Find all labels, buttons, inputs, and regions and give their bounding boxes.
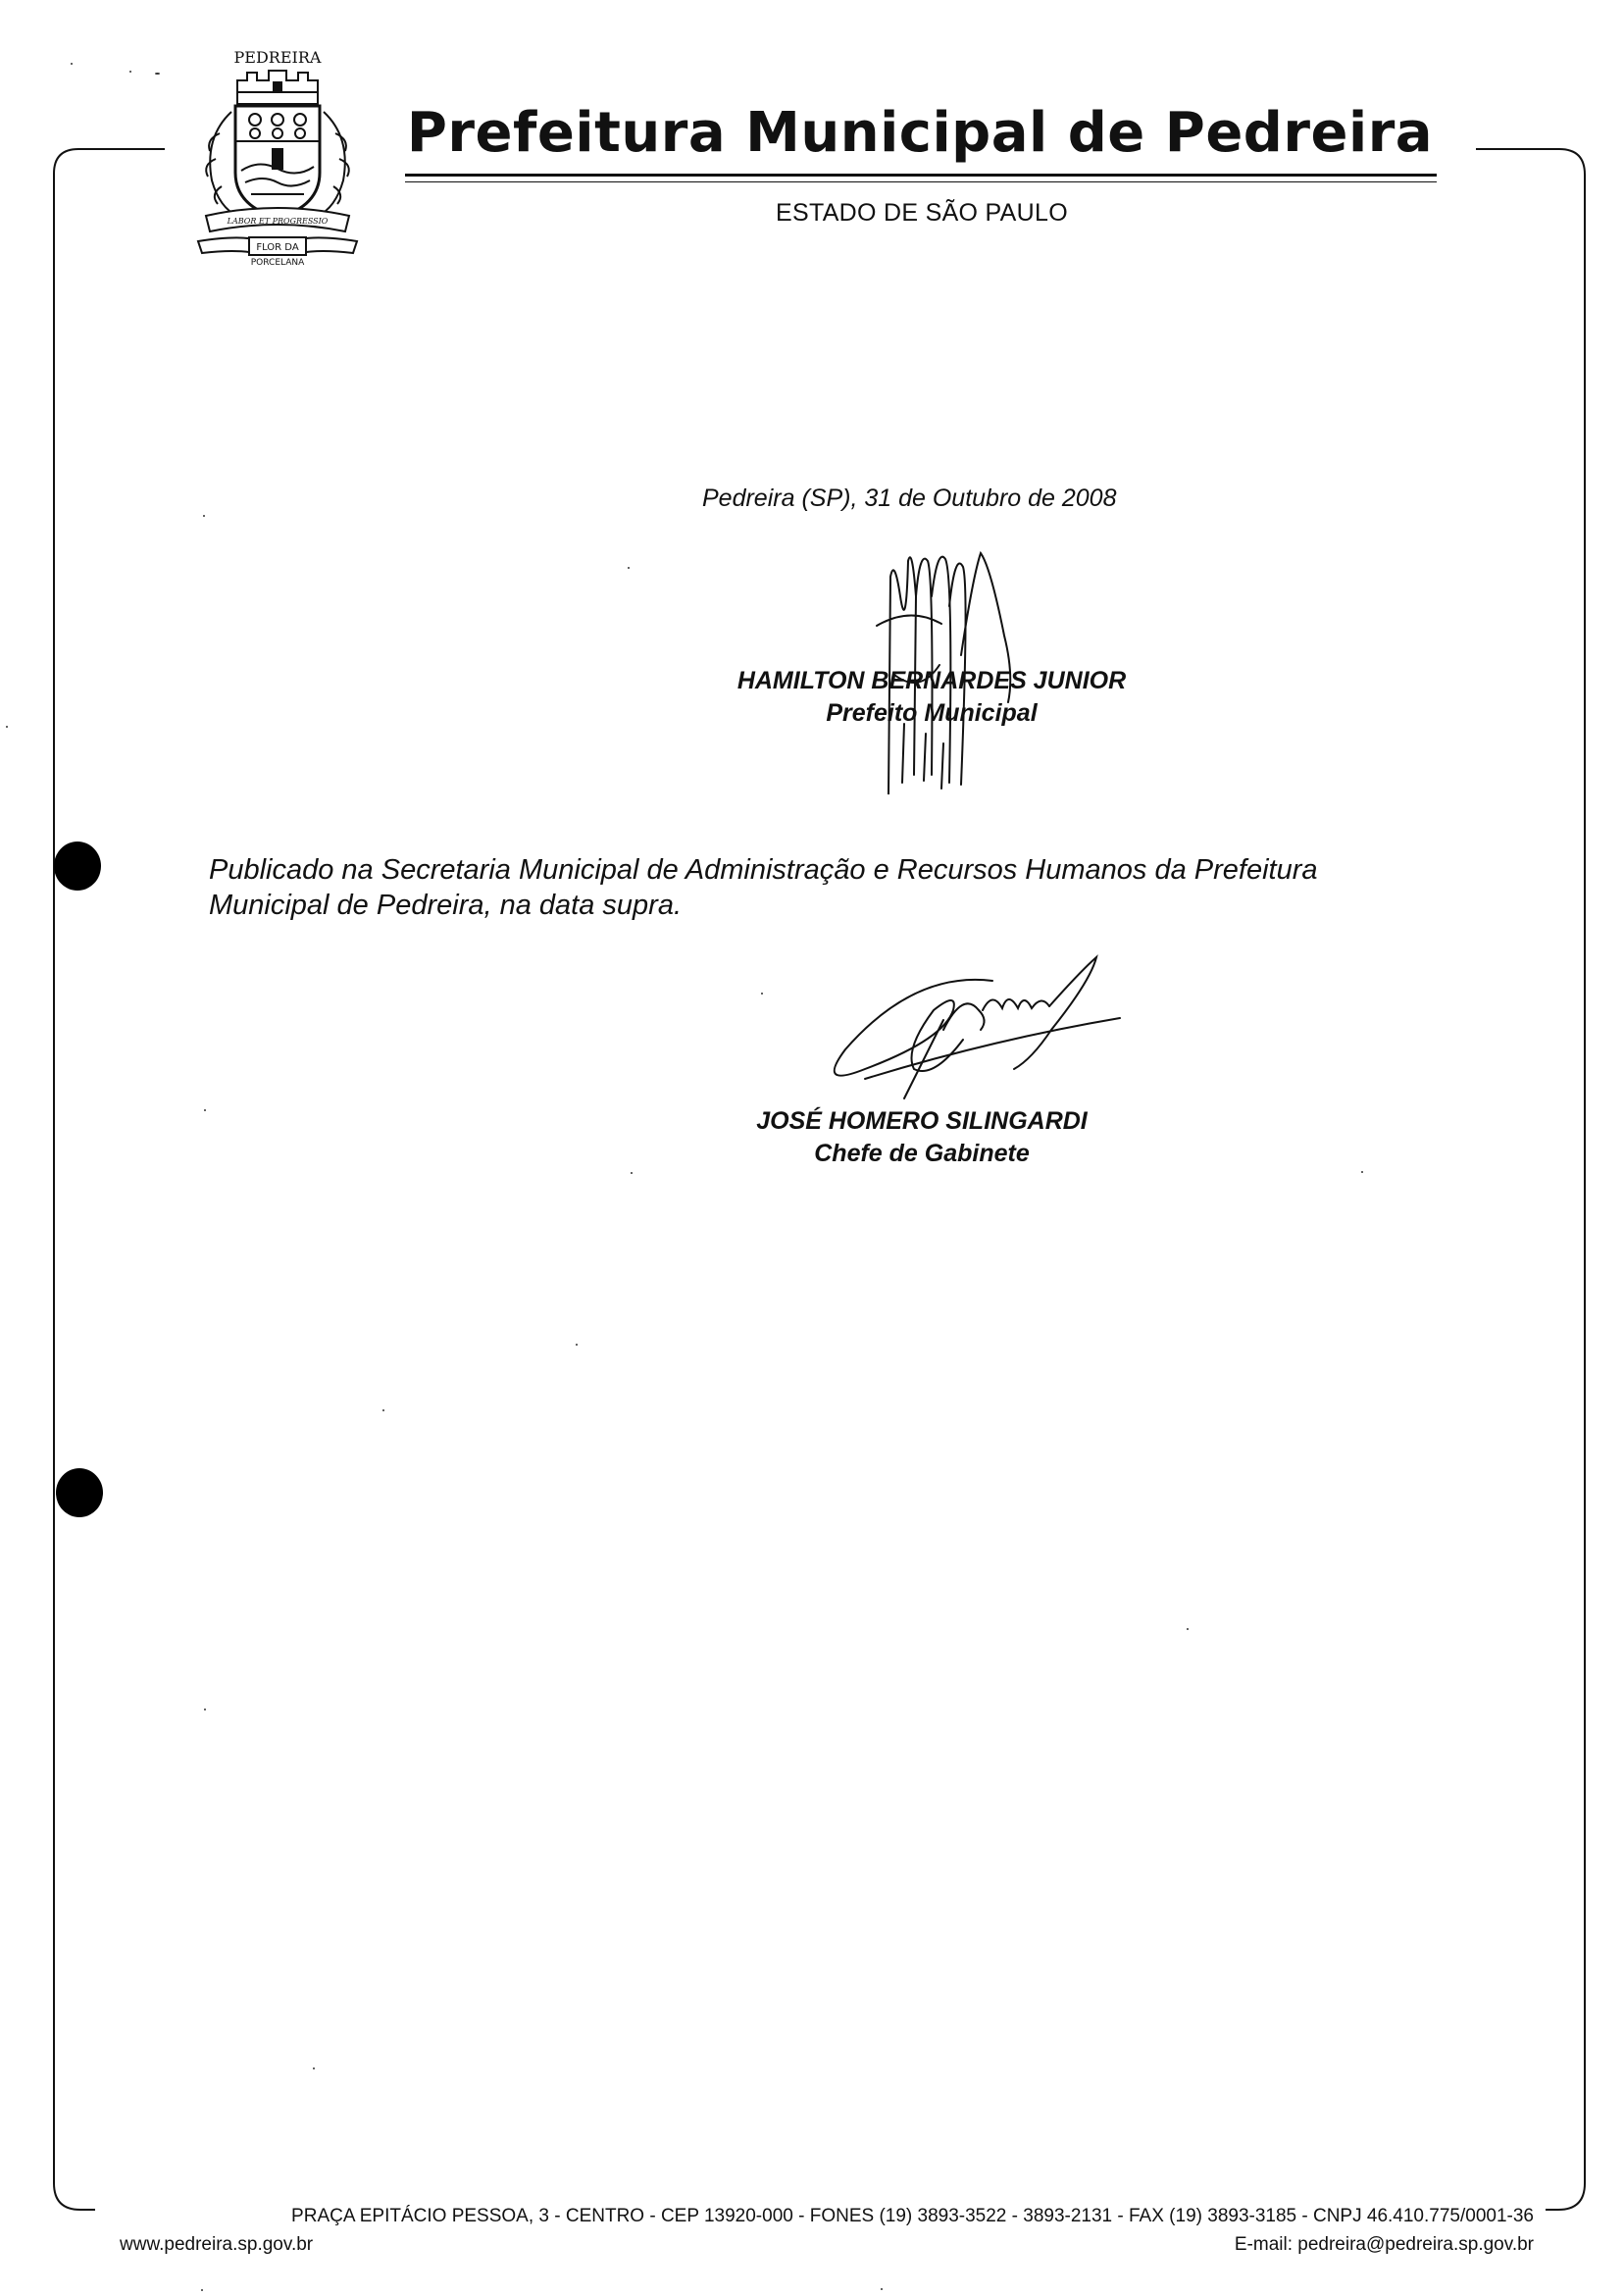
scan-speck <box>881 2288 883 2290</box>
scan-speck <box>71 63 73 65</box>
scan-speck <box>382 1409 384 1411</box>
header-rule-thin <box>405 181 1437 182</box>
publication-note: Publicado na Secretaria Municipal de Administração e Recursos Humanos da Prefeitura Municipal de Pedreira, na data supra. <box>209 854 1318 921</box>
footer-address: PRAÇA EPITÁCIO PESSOA, 3 - CENTRO - CEP 13920-000 - FONES (19) 3893-3522 - 3893-2131 - FAX (19) 3893-3185 - CNPJ 46.410.775/0001-36 <box>291 2206 1534 2226</box>
signer-2-role: Chefe de Gabinete <box>814 1140 1030 1167</box>
header-state: ESTADO DE SÃO PAULO <box>776 199 1068 227</box>
scan-speck <box>631 1172 633 1174</box>
punch-hole <box>56 1468 103 1517</box>
scan-speck <box>6 726 8 728</box>
signer-2-name: JOSÉ HOMERO SILINGARDI <box>756 1107 1088 1135</box>
crest-motto: LABOR ET PROGRESSIO <box>227 217 329 226</box>
document-date: Pedreira (SP), 31 de Outubro de 2008 <box>702 485 1117 512</box>
signature-1-icon <box>851 537 1077 794</box>
page-title: Prefeitura Municipal de Pedreira <box>406 101 1434 165</box>
scan-speck <box>1361 1171 1363 1173</box>
scan-speck <box>155 73 160 75</box>
signer-1-name: HAMILTON BERNARDES JUNIOR <box>736 667 1127 694</box>
scan-speck <box>203 515 205 517</box>
scan-speck <box>761 993 763 995</box>
footer-website-link[interactable]: www.pedreira.sp.gov.br <box>120 2234 314 2255</box>
signature-2-icon <box>796 951 1140 1103</box>
scan-speck <box>129 71 131 73</box>
crest-bottom-banner-line1: FLOR DA <box>256 242 299 253</box>
scan-speck <box>1187 1628 1189 1630</box>
scan-speck <box>628 567 630 569</box>
footer-email-link[interactable]: E-mail: pedreira@pedreira.sp.gov.br <box>1234 2234 1534 2255</box>
signer-1-role: Prefeito Municipal <box>826 699 1038 727</box>
coat-of-arms-icon <box>177 43 378 288</box>
scan-speck <box>576 1344 578 1346</box>
crest-bottom-banner-line2: PORCELANA <box>250 258 305 268</box>
scan-speck <box>313 2067 315 2069</box>
punch-hole <box>54 842 101 891</box>
scan-speck <box>201 2289 203 2291</box>
header-rule <box>405 174 1437 177</box>
crest-top-banner: PEDREIRA <box>233 48 322 67</box>
scan-speck <box>204 1109 206 1111</box>
scan-speck <box>204 1709 206 1710</box>
